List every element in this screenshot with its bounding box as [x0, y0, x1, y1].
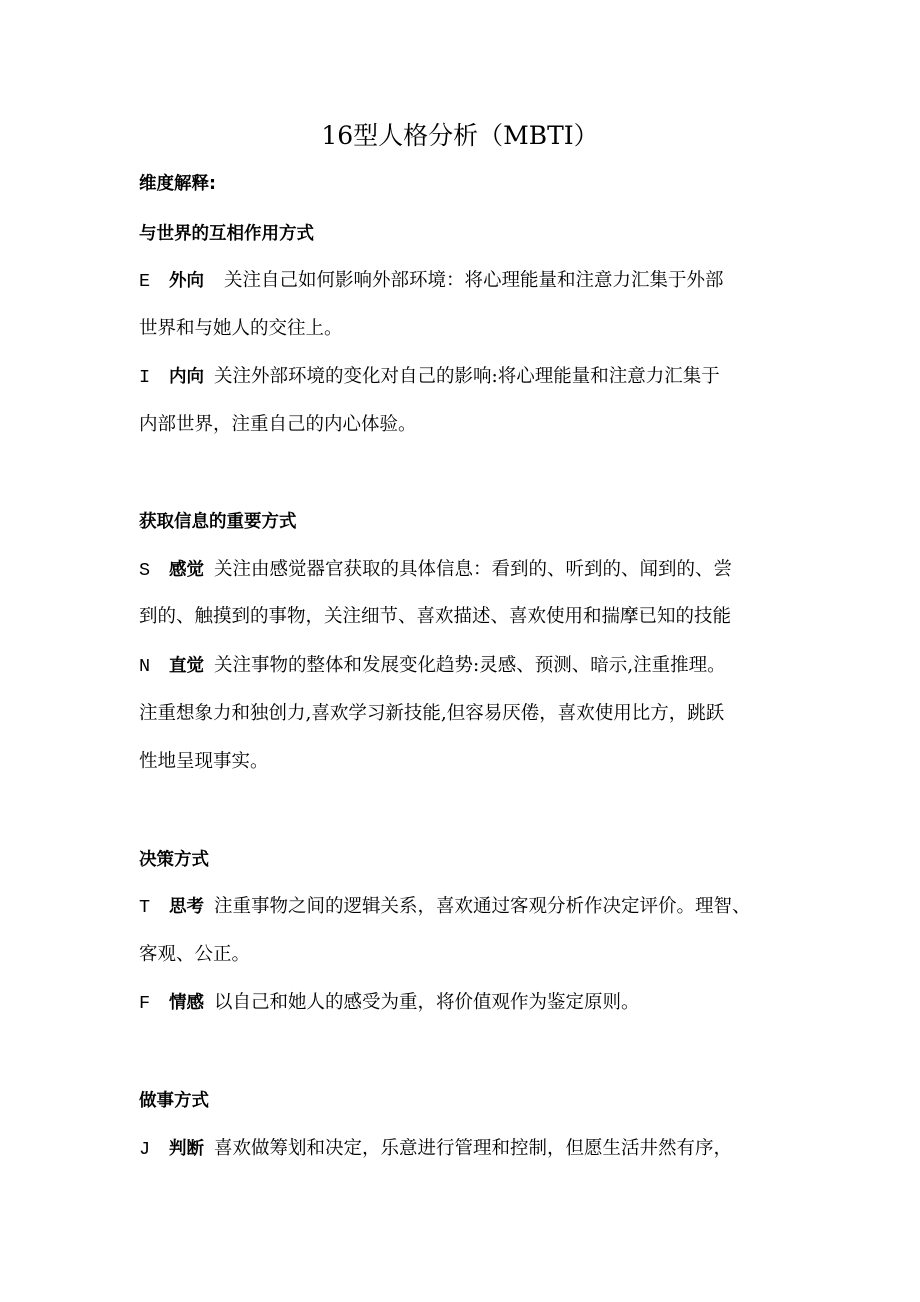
intro-heading: 维度解释:	[139, 174, 216, 194]
entry-text: 关注外部环境的变化对自己的影响:将心理能量和注意力汇集于	[214, 366, 720, 387]
entry-label: 思考	[169, 897, 204, 917]
entry-letter: J	[139, 1139, 151, 1160]
section-heading-decision: 决策方式	[139, 850, 209, 870]
entry-i-line-2: 内部世界，注重自己的内心体验。	[139, 414, 417, 435]
entry-j-line-1	[139, 1136, 732, 1163]
entry-text: 关注自己如何影响外部环境：将心理能量和注意力汇集于外部	[224, 270, 724, 291]
section-heading-work-style: 做事方式	[139, 1091, 209, 1111]
entry-s-line-2: 到的、触摸到的事物，关注细节、喜欢描述、喜欢使用和揣摩已知的技能	[139, 606, 732, 627]
entry-label: 外向	[169, 271, 204, 291]
entry-letter: N	[139, 656, 151, 677]
entry-letter: S	[139, 560, 151, 581]
entry-text: 关注事物的整体和发展变化趋势:灵感、预测、暗示,注重推理。	[214, 655, 726, 676]
section-heading-interaction: 与世界的互相作用方式	[139, 224, 314, 244]
entry-t-line-1	[139, 894, 751, 921]
entry-n-line-2: 注重想象力和独创力,喜欢学习新技能,但容易厌倦，喜欢使用比方，跳跃	[139, 703, 725, 724]
entry-label: 内向	[169, 367, 204, 387]
entry-text: 以自己和她人的感受为重，将价值观作为鉴定原则。	[214, 992, 640, 1013]
entry-i-line-1	[139, 364, 720, 391]
entry-f-line-1	[139, 990, 640, 1017]
entry-e-line-2: 世界和与她人的交往上。	[139, 318, 343, 339]
entry-label: 直觉	[169, 656, 204, 676]
entry-label: 情感	[169, 993, 204, 1013]
entry-text: 注重事物之间的逻辑关系，喜欢通过客观分析作决定评价。理智、	[214, 896, 751, 917]
entry-e-line-1	[139, 268, 724, 295]
entry-letter: I	[139, 367, 151, 388]
entry-letter: E	[139, 271, 151, 292]
entry-s-line-1	[139, 557, 732, 584]
document-title: 16型人格分析（MBTI）	[321, 121, 599, 150]
entry-t-line-2: 客观、公正。	[139, 944, 251, 965]
entry-letter: F	[139, 993, 151, 1014]
entry-n-line-1	[139, 653, 726, 680]
entry-text: 关注由感觉器官获取的具体信息：看到的、听到的、闻到的、尝	[214, 559, 733, 580]
entry-label: 判断	[169, 1139, 204, 1159]
entry-text: 喜欢做筹划和决定，乐意进行管理和控制，但愿生活井然有序，	[214, 1138, 733, 1159]
entry-label: 感觉	[169, 560, 204, 580]
entry-letter: T	[139, 897, 151, 918]
section-heading-information: 获取信息的重要方式	[139, 512, 297, 532]
entry-n-line-3: 性地呈现事实。	[139, 751, 269, 772]
